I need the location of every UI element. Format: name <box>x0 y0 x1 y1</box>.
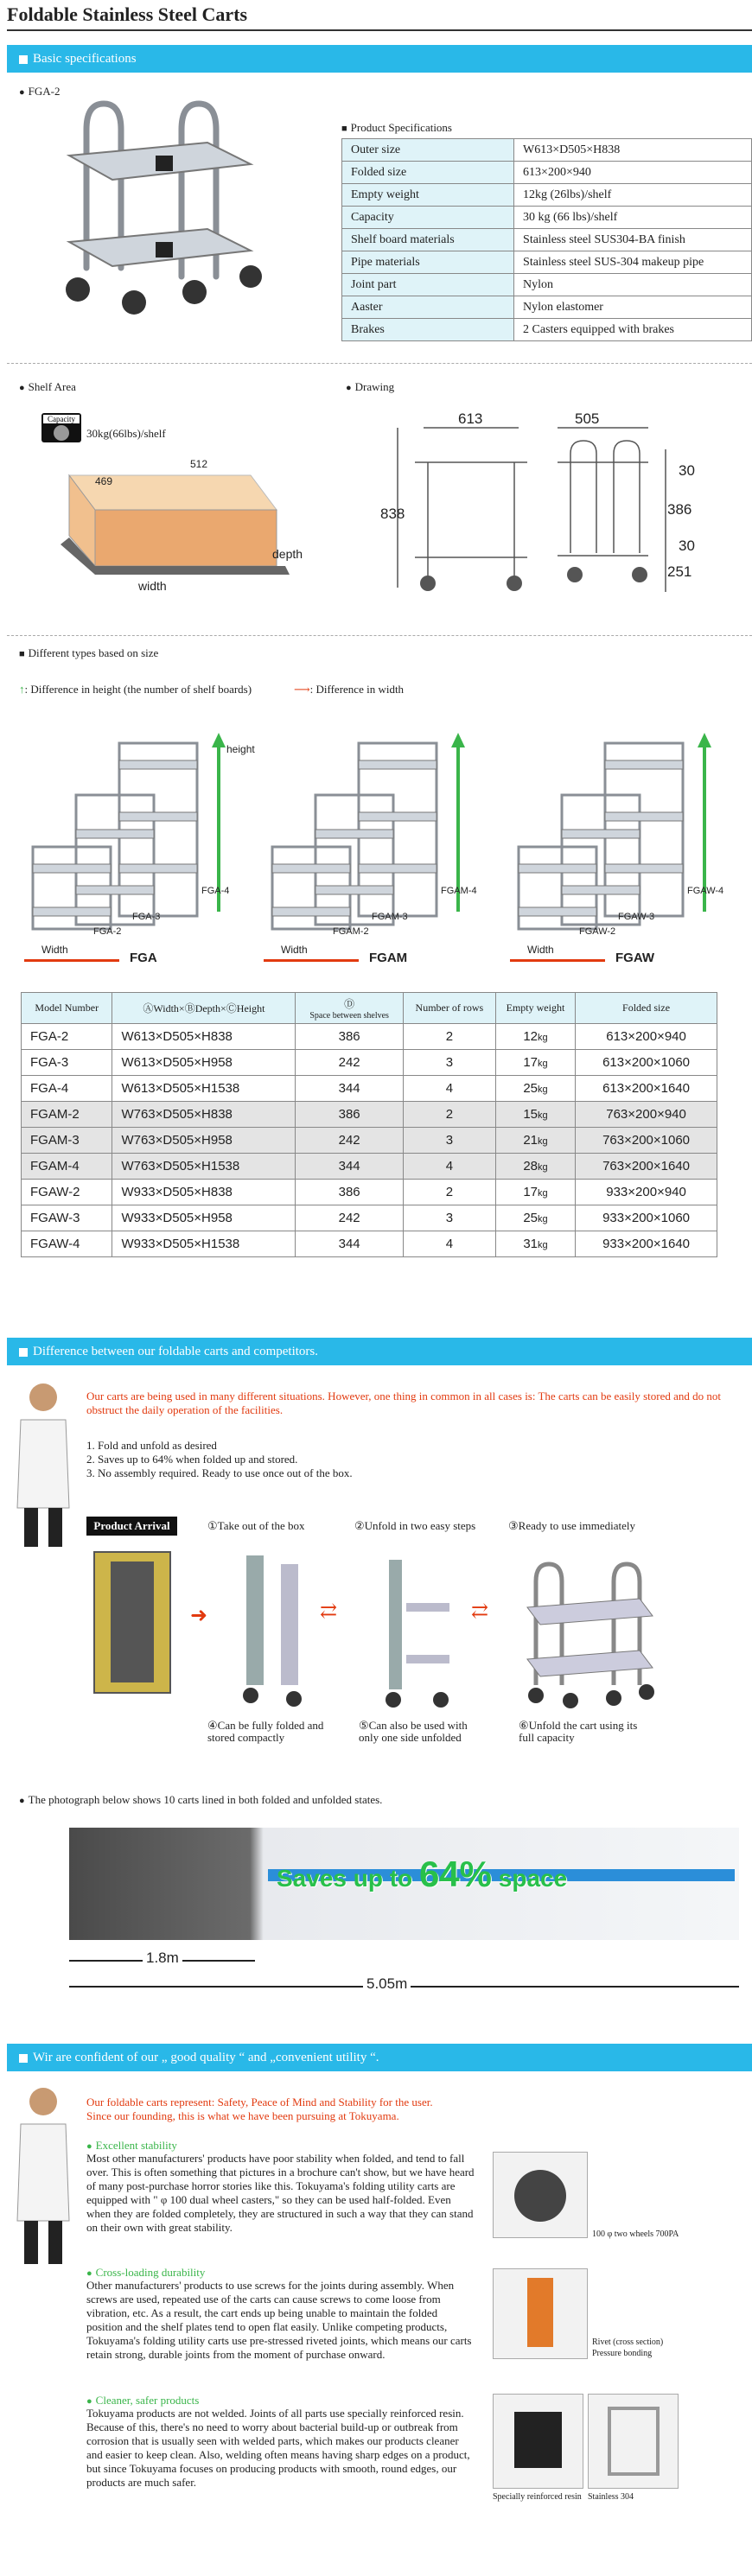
spec-key: Aaster <box>342 296 514 319</box>
feature2-title: ● Cross-loading durability <box>86 2266 205 2280</box>
divider <box>7 635 752 636</box>
cell-folded: 763×200×1640 <box>576 1154 717 1180</box>
dim-depth: depth <box>272 547 303 561</box>
up-arrow-icon: ↑ <box>19 683 25 696</box>
caption-full: ⑥Unfold the cart using its full capacity <box>519 1719 638 1744</box>
dim-512: 512 <box>190 458 208 470</box>
spec-row <box>342 207 752 229</box>
type-group-name: FGAW <box>615 951 654 965</box>
width-label: Width <box>527 944 554 956</box>
type-group-fgaw <box>510 726 735 968</box>
cell-weight: 15kg <box>495 1102 575 1128</box>
caption-half: ⑤Can also be used with only one side unfolded <box>359 1719 468 1744</box>
cell-folded: 763×200×940 <box>576 1102 717 1128</box>
cell-space: 344 <box>296 1231 403 1257</box>
cell-dims: W933×D505×H1538 <box>112 1231 296 1257</box>
model-label: ● FGA-2 <box>19 85 61 99</box>
spec-value: Stainless steel SUS304-BA finish <box>514 229 752 251</box>
cell-rows: 4 <box>403 1231 495 1257</box>
cell-dims: W613×D505×H1538 <box>112 1076 296 1102</box>
capacity-icon <box>41 413 81 442</box>
feature2-text: Other manufacturers' products to use screws for the joints during assembly. When screws are used, repeated use of the carts can cause screws to come loose from vibration, etc. As a result, the cart ends up being unable to maintain the folded position and the shelf plates tend to open flat easily. Unlike competing products, Tokuyama's folding utility carts use pre-stressed riveted joints, which means our carts retain strong, durable joints from the moment of purchase onward. <box>86 2279 472 2361</box>
type-carts-illustration <box>24 726 249 933</box>
cell-dims: W613×D505×H958 <box>112 1050 296 1076</box>
title-divider <box>7 29 752 31</box>
dim-613: 613 <box>458 410 483 427</box>
confident-intro1: Our foldable carts represent: Safety, Peace of Mind and Stability for the user. <box>86 2096 433 2109</box>
cell-rows: 3 <box>403 1205 495 1231</box>
spec-value: Stainless steel SUS-304 makeup pipe <box>514 251 752 274</box>
product-arrival-tag: Product Arrival <box>86 1517 177 1536</box>
type-group-name: FGAM <box>369 951 408 965</box>
capacity-text: 30kg(66lbs)/shelf <box>86 427 166 440</box>
th-folded: Folded size <box>576 993 717 1024</box>
th-space: Ⓓ Space between shelves <box>296 993 403 1024</box>
savings-text: Saves up to 64% space <box>277 1854 568 1894</box>
spec-title: ■ Product Specifications <box>341 121 452 135</box>
cell-model: FGA-4 <box>22 1076 112 1102</box>
type-group-fgam <box>264 726 488 968</box>
cell-model: FGAW-4 <box>22 1231 112 1257</box>
spec-row <box>342 296 752 319</box>
spec-value: 613×200×940 <box>514 162 752 184</box>
section-bar-basic <box>7 45 752 73</box>
height-word: height <box>226 743 255 755</box>
type-label-4: FGAM-4 <box>441 886 477 896</box>
cell-folded: 933×200×1640 <box>576 1231 717 1257</box>
feature1-title: ● Excellent stability <box>86 2139 177 2153</box>
spec-key: Outer size <box>342 139 514 162</box>
page-title: Foldable Stainless Steel Carts <box>7 3 248 25</box>
spec-key: Empty weight <box>342 184 514 207</box>
spec-key: Brakes <box>342 319 514 341</box>
spec-key: Joint part <box>342 274 514 296</box>
th-dims: ⒶWidth×ⒷDepth×ⒸHeight <box>112 993 296 1024</box>
cell-dims: W763×D505×H838 <box>112 1102 296 1128</box>
cell-model: FGAW-3 <box>22 1205 112 1231</box>
cell-weight: 31kg <box>495 1231 575 1257</box>
type-label-2: FGA-2 <box>93 926 122 937</box>
feature3-title: ● Cleaner, safer products <box>86 2394 199 2407</box>
type-label-3: FGAW-3 <box>618 912 655 922</box>
shelf-area-diagram <box>43 458 303 588</box>
type-label-2: FGAW-2 <box>579 926 616 937</box>
th-rows: Number of rows <box>403 993 495 1024</box>
cell-dims: W763×D505×H958 <box>112 1128 296 1154</box>
cell-folded: 613×200×940 <box>576 1024 717 1050</box>
cell-rows: 3 <box>403 1050 495 1076</box>
cell-weight: 17kg <box>495 1050 575 1076</box>
step3-label: ③Ready to use immediately <box>508 1519 636 1532</box>
cell-weight: 28kg <box>495 1154 575 1180</box>
width-label: Width <box>41 944 68 956</box>
type-label-2: FGAM-2 <box>333 926 369 937</box>
model-table <box>21 992 717 1257</box>
cell-folded: 613×200×1060 <box>576 1050 717 1076</box>
resin-image <box>493 2394 583 2489</box>
table-row <box>22 1102 717 1128</box>
cell-rows: 4 <box>403 1076 495 1102</box>
spec-row <box>342 184 752 207</box>
arrows-swap-icon: ⇄ <box>471 1600 489 1623</box>
length-short: 1.8m <box>143 1949 182 1967</box>
type-label-4: FGA-4 <box>201 886 230 896</box>
spec-value: 12kg (26lbs)/shelf <box>514 184 752 207</box>
cell-model: FGAM-2 <box>22 1102 112 1128</box>
confident-intro2: Since our founding, this is what we have been pursuing at Tokuyama. <box>86 2109 399 2122</box>
dim-width: width <box>138 579 167 593</box>
doctor-illustration <box>9 2083 78 2273</box>
savings-photo <box>69 1828 739 1940</box>
spec-key: Folded size <box>342 162 514 184</box>
cell-folded: 933×200×1060 <box>576 1205 717 1231</box>
spec-row <box>342 251 752 274</box>
type-group-name: FGA <box>130 951 157 965</box>
legend-height: ↑: Difference in height (the number of shelf boards) <box>19 683 252 696</box>
section-title-difference: Difference between our foldable carts and competitors. <box>33 1345 318 1358</box>
dim-30b: 30 <box>679 537 695 554</box>
cell-dims: W933×D505×H838 <box>112 1180 296 1205</box>
unfolded-cart-image <box>519 1555 657 1711</box>
section-title-basic: Basic specifications <box>33 52 137 66</box>
rivet-image <box>493 2268 588 2359</box>
cell-dims: W933×D505×H958 <box>112 1205 296 1231</box>
section-bar-difference <box>7 1338 752 1365</box>
type-label-4: FGAW-4 <box>687 886 724 896</box>
spec-row <box>342 274 752 296</box>
type-carts-illustration <box>264 726 488 933</box>
arrow-right-icon: ➜ <box>190 1605 208 1627</box>
caster-image <box>493 2152 588 2238</box>
table-row <box>22 1024 717 1050</box>
cell-dims: W613×D505×H838 <box>112 1024 296 1050</box>
feature2-caption1: Rivet (cross section) <box>592 2337 664 2347</box>
spec-row <box>342 319 752 341</box>
right-arrow-icon: ⟶ <box>294 683 310 696</box>
dim-505: 505 <box>575 410 600 427</box>
list-item: 1. Fold and unfold as desired <box>86 1439 217 1452</box>
length-long: 5.05m <box>363 1975 411 1993</box>
folded-cart-image <box>229 1547 324 1711</box>
caption-folded: ④Can be fully folded and stored compactly <box>207 1719 324 1744</box>
table-row <box>22 1128 717 1154</box>
cell-weight: 21kg <box>495 1128 575 1154</box>
feature3-caption2: Stainless 304 <box>588 2492 634 2502</box>
spec-row <box>342 139 752 162</box>
feature2-caption2: Pressure bonding <box>592 2349 653 2358</box>
table-row <box>22 1154 717 1180</box>
cell-model: FGAM-3 <box>22 1128 112 1154</box>
types-title: ■ Different types based on size <box>19 646 158 660</box>
legend-width: ⟶: Difference in width <box>294 683 405 696</box>
spec-value: 30 kg (66 lbs)/shelf <box>514 207 752 229</box>
cell-weight: 25kg <box>495 1076 575 1102</box>
width-label: Width <box>281 944 308 956</box>
cell-space: 386 <box>296 1180 403 1205</box>
dim-30a: 30 <box>679 462 695 479</box>
spec-value: Nylon <box>514 274 752 296</box>
type-group-fga <box>24 726 249 968</box>
arrows-swap-icon: ⇄ <box>320 1600 338 1623</box>
th-model: Model Number <box>22 993 112 1024</box>
cell-rows: 4 <box>403 1154 495 1180</box>
section-bar-confident <box>7 2044 752 2071</box>
width-arrow-icon <box>264 959 359 962</box>
feature1-text: Most other manufacturers' products have poor stability when folded, and tend to fall over. This is often something that pictures in a brochure can't show, but we have heard of many post-purchase horror stories like this. Tokuyama's folding utility carts are equipped with " φ 100 dual wheel casters," so they can be used half-folded. Even when they are folded completely, they are structured in such a way that they can stand on their own with great stability. <box>86 2152 475 2234</box>
dim-469: 469 <box>95 475 113 487</box>
cell-space: 386 <box>296 1102 403 1128</box>
table-row <box>22 1205 717 1231</box>
table-row <box>22 1231 717 1257</box>
cell-model: FGAM-4 <box>22 1154 112 1180</box>
type-carts-illustration <box>510 726 735 933</box>
table-row <box>22 1050 717 1076</box>
cell-rows: 2 <box>403 1024 495 1050</box>
type-label-3: FGA-3 <box>132 912 161 922</box>
th-weight: Empty weight <box>495 993 575 1024</box>
capacity-tag: Capacity <box>43 415 80 423</box>
drawing-label: ● Drawing <box>346 380 394 394</box>
cell-rows: 3 <box>403 1128 495 1154</box>
list-item: 2. Saves up to 64% when folded up and stored. <box>86 1453 298 1466</box>
cell-folded: 933×200×940 <box>576 1180 717 1205</box>
stainless-image <box>588 2394 679 2489</box>
feature3-caption1: Specially reinforced resin <box>493 2492 582 2502</box>
spec-row <box>342 229 752 251</box>
cell-space: 344 <box>296 1076 403 1102</box>
difference-intro: Our carts are being used in many different situations. However, one thing in common in all cases is: The carts can be easily stored and do not obstruct the daily operation of the facilities. <box>86 1390 722 1416</box>
table-row <box>22 1076 717 1102</box>
cell-space: 242 <box>296 1205 403 1231</box>
spec-row <box>342 162 752 184</box>
box-image <box>93 1551 171 1694</box>
cell-space: 386 <box>296 1024 403 1050</box>
cell-weight: 17kg <box>495 1180 575 1205</box>
step2-label: ②Unfold in two easy steps <box>354 1519 476 1532</box>
step1-label: ①Take out of the box <box>207 1519 305 1532</box>
cell-weight: 25kg <box>495 1205 575 1231</box>
list-item: 3. No assembly required. Ready to use once out of the box. <box>86 1466 353 1479</box>
width-arrow-icon <box>510 959 605 962</box>
dim-386: 386 <box>667 501 692 518</box>
dim-251: 251 <box>667 563 692 580</box>
spec-value: Nylon elastomer <box>514 296 752 319</box>
photo-caption: ● The photograph below shows 10 carts lined in both folded and unfolded states. <box>19 1793 382 1807</box>
technical-drawing <box>380 410 709 601</box>
doctor-illustration <box>9 1378 78 1551</box>
cell-dims: W763×D505×H1538 <box>112 1154 296 1180</box>
section-title-confident: Wir are confident of our „ good quality “ and „convenient utility “. <box>33 2051 379 2064</box>
dim-838: 838 <box>380 506 405 522</box>
divider <box>7 363 752 364</box>
cart-illustration <box>52 95 268 320</box>
cell-rows: 2 <box>403 1102 495 1128</box>
spec-key: Pipe materials <box>342 251 514 274</box>
feature1-caption: 100 φ two wheels 700PA <box>592 2229 679 2239</box>
cell-space: 344 <box>296 1154 403 1180</box>
cell-rows: 2 <box>403 1180 495 1205</box>
spec-table <box>341 138 752 341</box>
spec-value: 2 Casters equipped with brakes <box>514 319 752 341</box>
width-arrow-icon <box>24 959 119 962</box>
spec-key: Shelf board materials <box>342 229 514 251</box>
cell-model: FGA-2 <box>22 1024 112 1050</box>
cell-weight: 12kg <box>495 1024 575 1050</box>
half-unfolded-cart-image <box>372 1551 458 1711</box>
type-label-3: FGAM-3 <box>372 912 408 922</box>
cell-model: FGA-3 <box>22 1050 112 1076</box>
cell-space: 242 <box>296 1050 403 1076</box>
shelf-area-label: ● Shelf Area <box>19 380 76 394</box>
cell-folded: 613×200×1640 <box>576 1076 717 1102</box>
cell-space: 242 <box>296 1128 403 1154</box>
spec-value: W613×D505×H838 <box>514 139 752 162</box>
table-row <box>22 1180 717 1205</box>
cell-model: FGAW-2 <box>22 1180 112 1205</box>
cell-folded: 763×200×1060 <box>576 1128 717 1154</box>
feature3-text: Tokuyama products are not welded. Joints of all parts use specially reinforced resin. Because of this, there's no need to worry about bacterial build-up or outbreak from corrosion that is usually seen with welded parts, which makes our products cleaner and easier to keep clean. Also, welding often means having sharp edges on a product, but since Tokuyama focuses on producing products with smooth, round edges, our products are much safer. <box>86 2407 470 2489</box>
spec-key: Capacity <box>342 207 514 229</box>
